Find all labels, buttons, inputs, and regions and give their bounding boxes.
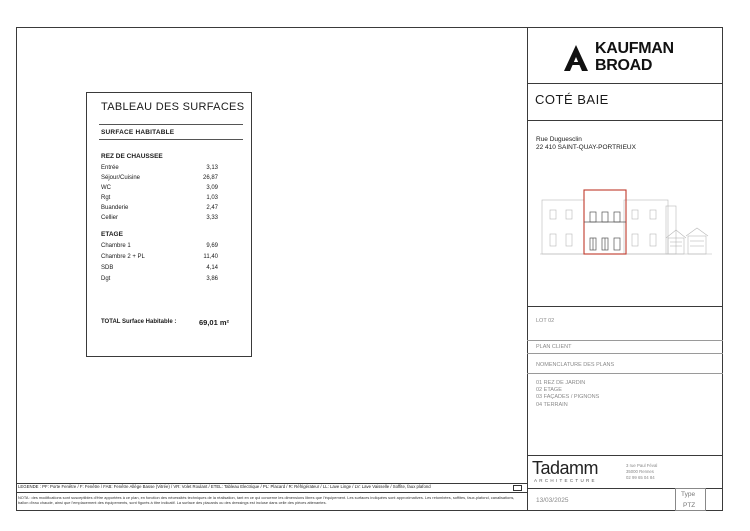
divider bbox=[99, 139, 243, 140]
address-line2: 22 410 SAINT-QUAY-PORTRIEUX bbox=[536, 144, 636, 151]
surface-row bbox=[101, 243, 218, 249]
architect-logo-text: Tadamm bbox=[532, 458, 599, 478]
divider bbox=[527, 120, 723, 121]
logo-line2: BROAD bbox=[595, 57, 653, 74]
plan-item: 03 FAÇADES / PIGNONS bbox=[536, 394, 600, 401]
surface-row bbox=[101, 165, 218, 171]
plan-list bbox=[536, 380, 599, 409]
total-value: 69,01 m² bbox=[199, 318, 230, 327]
divider bbox=[527, 455, 723, 456]
legend-text: LEGENDE : PF: Porte Fenêtre / F: Fenêtre / FAB: Fenêtre Allège Basse (Vitrée) / VR: Volet Roulant / ETEL: Tableau Electrique / PL: Placard / R: Réfrigérateur / LL: Lave Linge / LV: Lave Vaisselle / Soffite, faux plafond bbox=[18, 484, 431, 489]
nomenclature-label: NOMENCLATURE DES PLANS bbox=[536, 362, 615, 368]
section-heading-rdc: REZ DE CHAUSSEE bbox=[101, 153, 163, 160]
surface-row bbox=[101, 175, 218, 181]
type-label: Type bbox=[681, 491, 696, 498]
facade-elevation-drawing bbox=[540, 186, 712, 258]
agency-line: 02 99 65 04 84 bbox=[626, 475, 655, 480]
agency-line: 35000 Rennes bbox=[626, 469, 654, 474]
plan-client-label: PLAN CLIENT bbox=[536, 344, 572, 350]
company-logo-text bbox=[595, 40, 674, 74]
room-label: Entrée bbox=[101, 165, 119, 171]
surface-row bbox=[101, 265, 218, 271]
section-heading-etage: ETAGE bbox=[101, 231, 123, 238]
room-area: 26,87 bbox=[202, 175, 218, 181]
kaufman-broad-logo-icon bbox=[563, 44, 589, 72]
room-label: SDB bbox=[101, 265, 114, 271]
architect-subtitle: ARCHITECTURE bbox=[534, 478, 597, 483]
lot-label: LOT 02 bbox=[536, 318, 555, 324]
room-label: Cellier bbox=[101, 215, 119, 221]
room-area: 1,03 bbox=[206, 195, 218, 201]
divider bbox=[527, 373, 723, 374]
divider bbox=[527, 340, 723, 341]
room-area: 2,47 bbox=[206, 205, 218, 211]
project-name: COTÉ BAIE bbox=[535, 92, 609, 107]
plan-item: 04 TERRAIN bbox=[536, 401, 568, 408]
surface-row bbox=[101, 185, 218, 191]
room-area: 3,13 bbox=[206, 165, 218, 171]
surfaces-subtitle: SURFACE HABITABLE bbox=[101, 129, 175, 136]
architect-address bbox=[626, 463, 657, 481]
plan-date: 13/03/2025 bbox=[536, 497, 569, 504]
project-address bbox=[536, 136, 636, 152]
surface-row bbox=[101, 215, 218, 221]
surface-row bbox=[101, 276, 218, 282]
room-area: 9,69 bbox=[206, 243, 218, 249]
room-area: 4,14 bbox=[206, 265, 218, 271]
divider bbox=[527, 353, 723, 354]
room-label: Dgt bbox=[101, 276, 111, 282]
room-area: 3,09 bbox=[206, 185, 218, 191]
room-label: Rgt bbox=[101, 195, 111, 201]
type-value: PTZ bbox=[683, 502, 696, 509]
room-label: Séjour/Cuisine bbox=[101, 175, 141, 181]
divider bbox=[527, 306, 723, 307]
divider bbox=[527, 83, 723, 84]
surfaces-title: TABLEAU DES SURFACES bbox=[101, 101, 245, 113]
legend-checkbox[interactable] bbox=[513, 485, 522, 491]
room-area: 3,86 bbox=[206, 276, 218, 282]
room-area: 3,33 bbox=[206, 215, 218, 221]
divider bbox=[99, 124, 243, 125]
surface-row bbox=[101, 205, 218, 211]
address-line1: Rue Duguesclin bbox=[536, 136, 582, 143]
room-label: Chambre 1 bbox=[101, 243, 131, 249]
room-label: Chambre 2 + PL bbox=[101, 254, 145, 260]
plan-item: 01 REZ DE JARDIN bbox=[536, 380, 586, 386]
room-area: 11,40 bbox=[203, 254, 218, 260]
surface-row bbox=[101, 254, 218, 260]
room-label: Buanderie bbox=[101, 205, 129, 211]
nota-text: NOTA : des modifications sont susceptibles d'être apportées à ce plan, en fonction des nécessités techniques de la réalisation, tant en ce qui concerne les dimensions libres que l'équipement. Les surfaces indiquées sont approximatives. Les retombées, soffites, faux-plafond, canalisations, ballon d'eau chaude, ainsi que l'emplacement des équipements, sont figurés à titre indicatif. La surface des placards ou des dressings est incluse dans celle des pièces attenantes. bbox=[18, 495, 515, 506]
logo-line1: KAUFMAN bbox=[595, 40, 674, 57]
plan-item: 02 ETAGE bbox=[536, 387, 562, 394]
total-label: TOTAL Surface Habitable : bbox=[101, 319, 177, 325]
agency-line: 3 rue Paul Féval bbox=[626, 463, 658, 468]
room-label: WC bbox=[101, 185, 111, 191]
surface-row bbox=[101, 195, 218, 201]
